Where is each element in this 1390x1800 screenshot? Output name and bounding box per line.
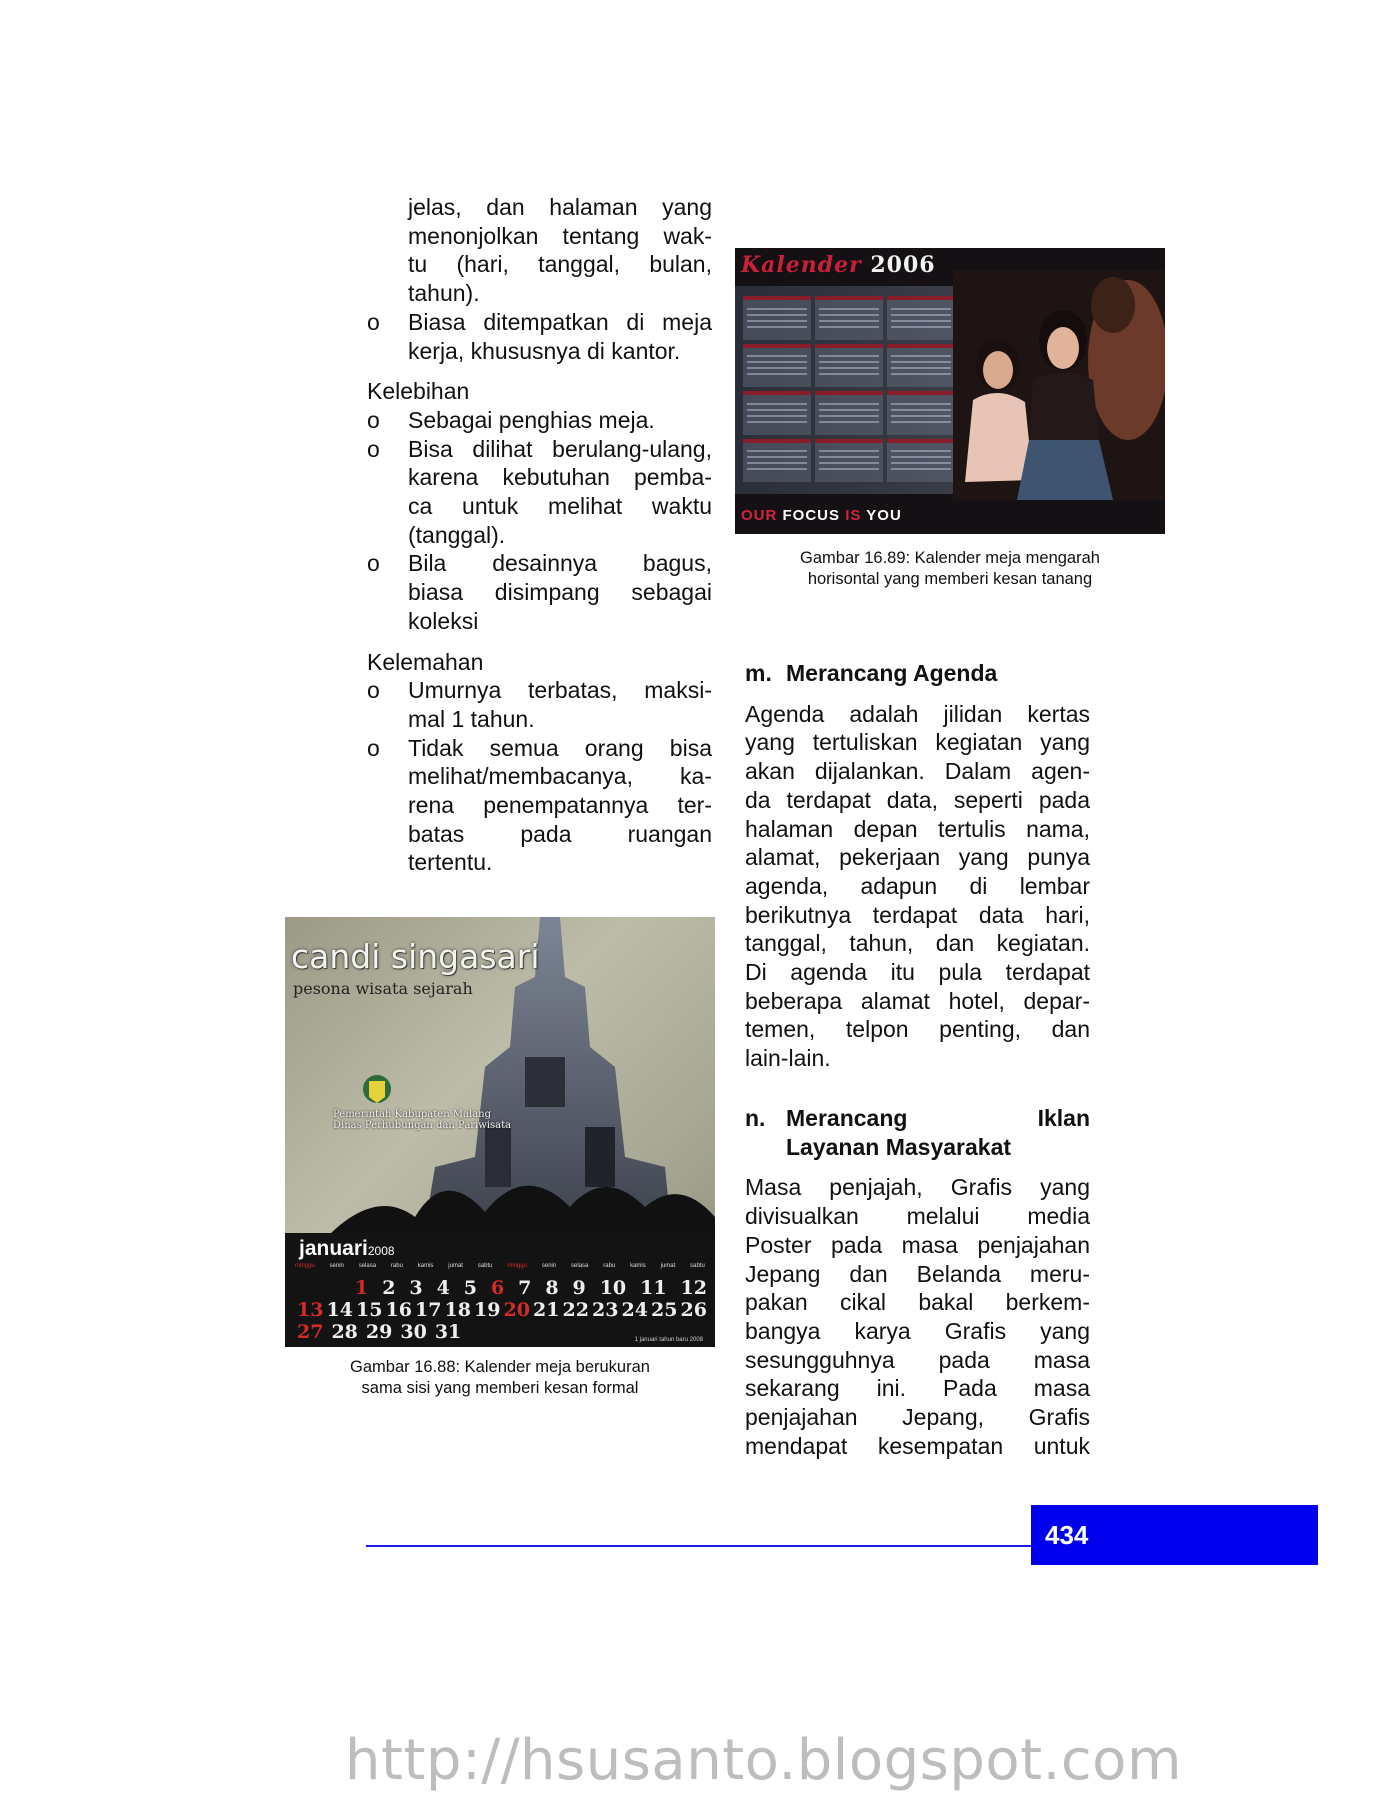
calendar-date: 14 <box>326 1299 353 1321</box>
calendar-date: 24 <box>621 1299 648 1321</box>
text-line: Di agenda itu pula terdapat <box>745 959 1090 986</box>
text-line: akan dijalankan. Dalam agen- <box>745 758 1090 785</box>
text-line: mendapat kesempatan untuk <box>745 1432 1090 1459</box>
january-calendar <box>285 1233 715 1347</box>
text-line: Bisa dilihat berulang-ulang, <box>408 435 712 462</box>
calendar-date: 26 <box>680 1299 707 1321</box>
date-row <box>297 1277 707 1299</box>
text-line: sekarang ini. Pada masa <box>745 1375 1090 1402</box>
text-line: kerja, khususnya di kantor. <box>408 337 681 364</box>
text-line: jelas, dan halaman yang <box>408 194 712 220</box>
calendar-date: 20 <box>503 1299 530 1321</box>
section-m-body <box>745 700 1090 1073</box>
text-line: koleksi <box>408 607 479 634</box>
bullet-item <box>367 435 712 550</box>
calendar-date: 13 <box>297 1299 324 1321</box>
text-line: Umurnya terbatas, maksi- <box>408 677 712 704</box>
candi-singasari-subtitle: pesona wisata sejarah <box>293 979 473 998</box>
day-name: kamis <box>417 1263 434 1269</box>
section-m-heading: m. Merancang Agenda <box>745 660 998 686</box>
calendar-date: 11 <box>640 1277 667 1299</box>
text-line: biasa disimpang sebagai <box>408 579 712 606</box>
section-m <box>745 659 1090 1073</box>
figure-16-89-caption: Gambar 16.89: Kalender meja mengarah horisontal yang memberi kesan tanang <box>800 549 1100 588</box>
text-line: agenda, adapun di lembar <box>745 872 1090 899</box>
footer-rule <box>366 1545 1031 1547</box>
text-line: tanggal, tahun, dan kegiatan. <box>745 930 1090 957</box>
calendar-date: 4 <box>436 1277 450 1299</box>
day-name: rabu <box>603 1263 616 1269</box>
calendar-date: 29 <box>365 1321 393 1343</box>
text-line: batas pada ruangan <box>408 820 712 847</box>
calendar-date: 15 <box>356 1299 383 1321</box>
text-line: Poster pada masa penjajahan <box>745 1231 1090 1258</box>
kelemahan-heading: Kelemahan <box>367 648 484 675</box>
text-line: da terdapat data, seperti pada <box>745 786 1090 813</box>
calendar-date: 19 <box>474 1299 501 1321</box>
month-label: januari2008 <box>299 1237 395 1260</box>
text-line: Jepang dan Belanda meru- <box>745 1260 1090 1287</box>
calendar-2006-title: Kalender 2006 <box>741 252 936 278</box>
day-name: sabtu <box>690 1263 705 1269</box>
watermark-url: http://hsusanto.blogspot.com <box>345 1728 1182 1793</box>
section-n-body <box>745 1173 1090 1460</box>
calendar-date: 23 <box>592 1299 619 1321</box>
day-name: selasa <box>571 1263 589 1269</box>
text-line: lain-lain. <box>745 1045 831 1072</box>
day-name: jumat <box>448 1263 463 1269</box>
bullet-item <box>367 406 712 435</box>
bullet-item <box>367 308 712 365</box>
calendar-date: 3 <box>409 1277 423 1299</box>
date-row <box>297 1299 707 1321</box>
section-n-heading: n. Merancang Iklan Layanan Masyarakat <box>745 1105 1090 1160</box>
text-line: bangya karya Grafis yang <box>745 1317 1090 1344</box>
text-line: menonjolkan tentang wak- <box>408 222 712 249</box>
text-line: melihat/membacanya, ka- <box>408 763 712 790</box>
focus-tagline: OUR FOCUS IS YOU <box>741 507 902 524</box>
day-names <box>295 1263 705 1269</box>
month-grid <box>743 296 955 482</box>
bullet-symbol: o <box>367 406 380 433</box>
calendar-date: 21 <box>533 1299 560 1321</box>
text-line: tahun). <box>408 280 480 307</box>
text-line: beberapa alamat hotel, depar- <box>745 987 1090 1014</box>
calendar-date: 12 <box>680 1277 707 1299</box>
bullet-symbol: o <box>367 734 380 761</box>
left-column <box>367 193 712 877</box>
calendar-date: 17 <box>415 1299 442 1321</box>
continuation-paragraph <box>367 193 712 308</box>
calendar-date: 16 <box>385 1299 412 1321</box>
calendar-date: 8 <box>545 1277 559 1299</box>
text-line: ca untuk melihat waktu <box>408 493 712 520</box>
text-line: Biasa ditempatkan di meja <box>408 308 712 335</box>
calendar-date: 7 <box>518 1277 532 1299</box>
calendar-date: 18 <box>444 1299 471 1321</box>
day-name: senin <box>329 1263 344 1269</box>
text-line: karena kebutuhan pemba- <box>408 464 712 491</box>
figure-16-88-caption: Gambar 16.88: Kalender meja berukuran sama sisi yang memberi kesan formal <box>350 1358 650 1397</box>
figure-16-88-image <box>285 917 715 1347</box>
bullet-item <box>367 734 712 878</box>
text-line: (tanggal). <box>408 521 506 548</box>
day-name: minggu <box>507 1263 528 1269</box>
bullet-item <box>367 676 712 733</box>
bullet-symbol: o <box>367 550 380 577</box>
calendar-date: 27 <box>297 1321 324 1343</box>
text-line: temen, telpon penting, dan <box>745 1016 1090 1043</box>
calendar-date: 31 <box>434 1321 462 1343</box>
text-line: pakan cikal bakal berkem- <box>745 1289 1090 1316</box>
calendar-date: 25 <box>651 1299 678 1321</box>
text-line: Sebagai penghias meja. <box>408 406 655 433</box>
day-name: senin <box>541 1263 557 1269</box>
models-photo <box>953 270 1165 500</box>
day-name: minggu <box>295 1263 315 1269</box>
bullet-symbol: o <box>367 677 380 704</box>
text-line: Masa penjajah, Grafis yang <box>745 1174 1090 1201</box>
calendar-date: 2 <box>382 1277 396 1299</box>
bullet-symbol: o <box>367 435 380 462</box>
text-line: halaman depan tertulis nama, <box>745 815 1090 842</box>
day-name: kamis <box>630 1263 646 1269</box>
department-text: Pemerintah Kabupaten Malang Dinas Perhubungan dan Pariwisata <box>333 1109 512 1131</box>
kelebihan-heading: Kelebihan <box>367 378 470 405</box>
text-line: mal 1 tahun. <box>408 705 535 732</box>
calendar-date: 22 <box>562 1299 589 1321</box>
text-line: divisualkan melalui media <box>745 1203 1090 1230</box>
section-n <box>745 1104 1090 1460</box>
text-line: Tidak semua orang bisa <box>408 734 712 761</box>
text-line: yang tertuliskan kegiatan yang <box>745 729 1090 756</box>
text-line: rena penempatannya ter- <box>408 792 712 819</box>
calendar-note: 1 januari tahun baru 2008 <box>634 1337 703 1343</box>
calendar-date: 1 <box>355 1277 369 1299</box>
calendar-date: 30 <box>400 1321 427 1343</box>
text-line: berikutnya terdapat data hari, <box>745 901 1090 928</box>
text-line: alamat, pekerjaan yang punya <box>745 844 1090 871</box>
candi-singasari-title: candi singasari <box>291 937 540 976</box>
bullet-symbol: o <box>367 308 380 335</box>
day-name: rabu <box>390 1263 403 1269</box>
calendar-date: 10 <box>599 1277 627 1299</box>
calendar-date: 28 <box>331 1321 358 1343</box>
bullet-item <box>367 549 712 635</box>
text-line: Bila desainnya bagus, <box>408 550 712 577</box>
calendar-date: 6 <box>490 1277 505 1299</box>
text-line: tu (hari, tanggal, bulan, <box>408 251 712 278</box>
day-name: sabtu <box>477 1263 493 1269</box>
text-line: sesungguhnya pada masa <box>745 1346 1090 1373</box>
day-name: selasa <box>358 1263 377 1269</box>
calendar-date: 9 <box>572 1277 586 1299</box>
text-line: Agenda adalah jilidan kertas <box>745 700 1090 727</box>
page-number: 434 <box>1031 1505 1318 1565</box>
figure-16-89-image <box>735 248 1165 534</box>
text-line: tertentu. <box>408 849 493 876</box>
text-line: penjajahan Jepang, Grafis <box>745 1404 1090 1431</box>
calendar-date: 5 <box>463 1277 477 1299</box>
day-name: jumat <box>660 1263 676 1269</box>
